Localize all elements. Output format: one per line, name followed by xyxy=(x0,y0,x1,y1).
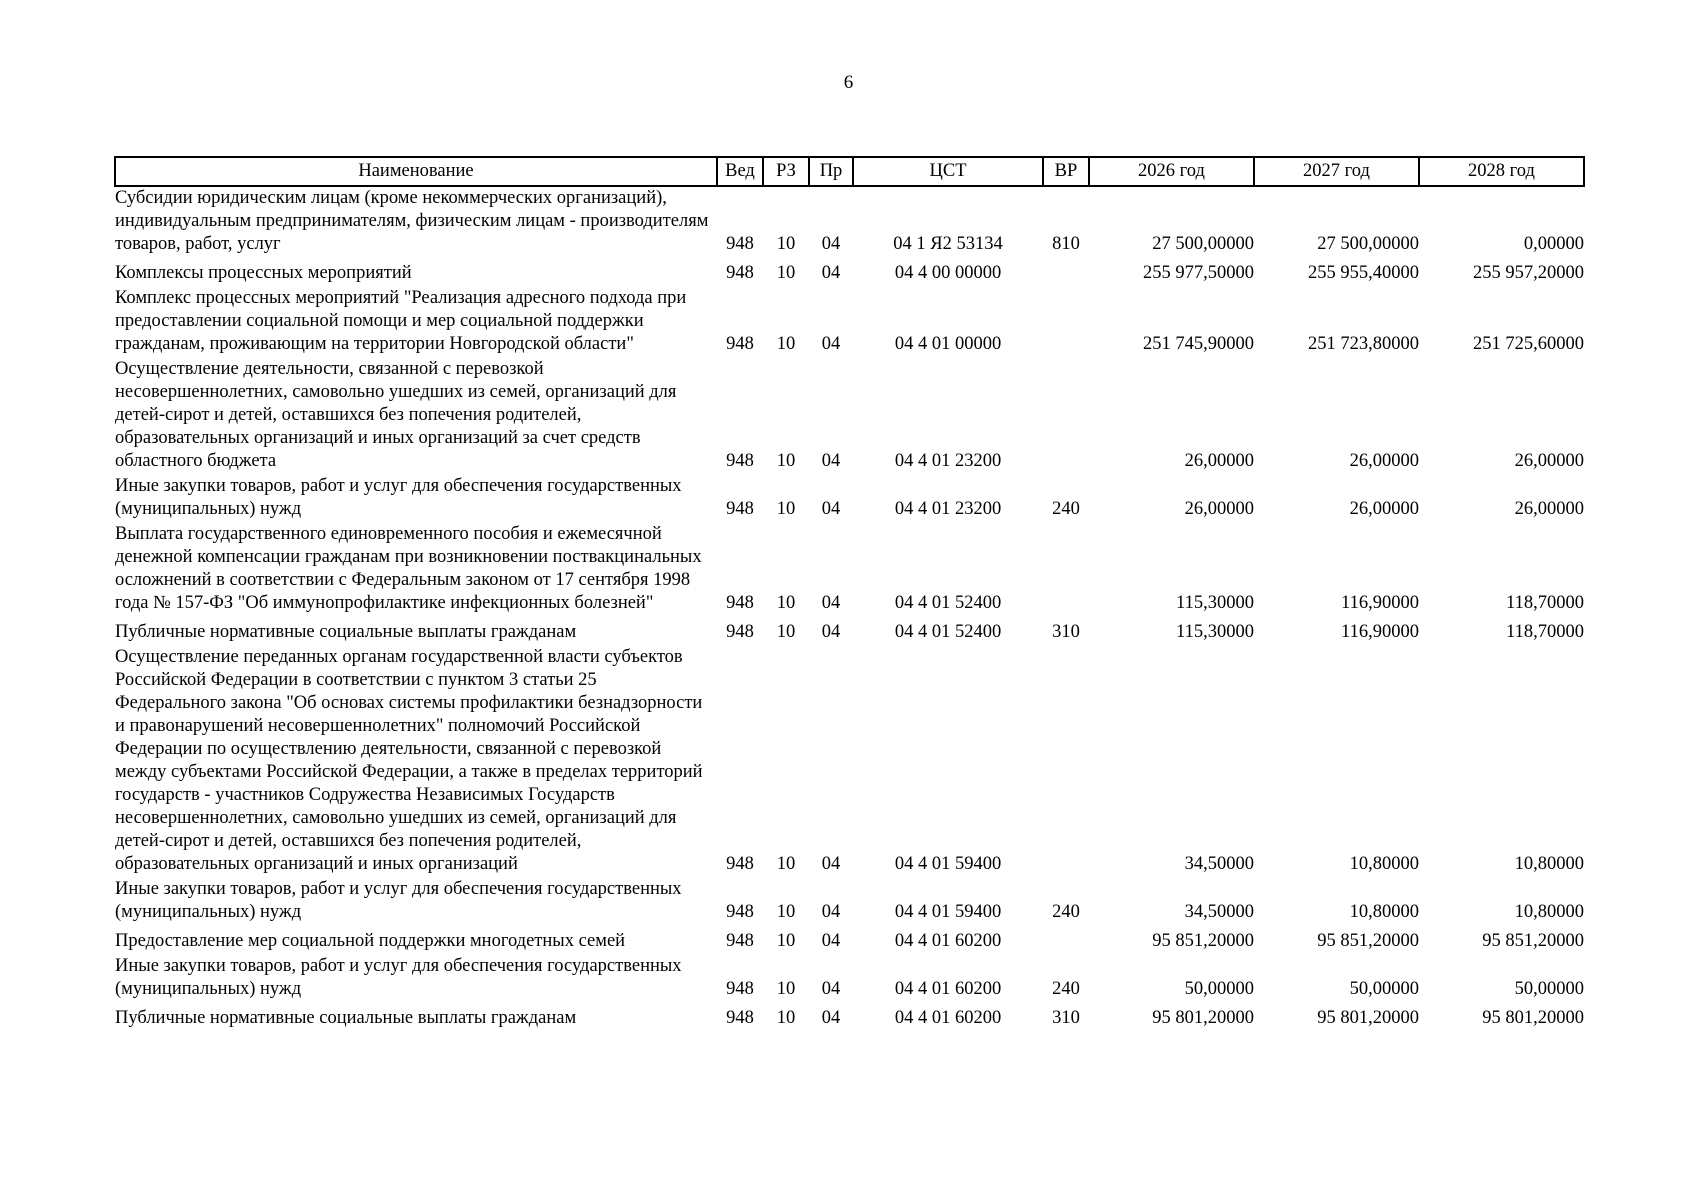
table-row xyxy=(115,617,1584,646)
row-2028: 10,80000 xyxy=(1514,902,1584,922)
row-2028: 118,70000 xyxy=(1506,593,1584,613)
row-2027: 95 851,20000 xyxy=(1317,931,1419,951)
row-pr: 04 xyxy=(821,622,841,642)
row-2027: 116,90000 xyxy=(1341,593,1419,613)
row-2028: 255 957,20000 xyxy=(1473,263,1584,283)
row-vr xyxy=(1043,258,1089,287)
table-row xyxy=(115,287,1584,358)
page-number: 6 xyxy=(843,72,854,93)
row-vr xyxy=(1043,523,1089,617)
row-pr: 04 xyxy=(821,499,841,519)
row-2027: 50,00000 xyxy=(1349,979,1419,999)
header-rz: РЗ xyxy=(763,157,809,186)
table-row xyxy=(115,1003,1584,1032)
row-vr xyxy=(1043,926,1089,955)
row-2026: 251 745,90000 xyxy=(1143,334,1254,354)
header-ved: Вед xyxy=(717,157,763,186)
row-cst: 04 4 01 59400 xyxy=(894,902,1002,922)
row-ved: 948 xyxy=(726,499,754,519)
budget-table xyxy=(114,156,1585,1032)
row-2027: 116,90000 xyxy=(1341,622,1419,642)
row-cst: 04 4 01 60200 xyxy=(894,1008,1002,1028)
row-ved: 948 xyxy=(726,234,754,254)
row-cst: 04 4 00 00000 xyxy=(894,263,1002,283)
row-rz: 10 xyxy=(776,499,796,519)
row-vr: 240 xyxy=(1052,499,1080,519)
header-2026: 2026 год xyxy=(1089,157,1254,186)
row-pr: 04 xyxy=(821,263,841,283)
row-name: Осуществление переданных органам государственной власти субъектов Российской Федерации в соответствии с пунктом 3 статьи 25 Федерального закона "Об основах системы профилактики безнадзорности и правонарушений несовершеннолетних" полномочий Российской Федерации по осуществлению деятельности, связанной с перевозкой между субъектами Российской Федерации, а также в пределах территорий государств - участников Содружества Независимых Государств несовершеннолетних, самовольно ушедших из семей, организаций для детей-сирот и детей, оставшихся без попечения родителей, образовательных организаций и иных организаций xyxy=(115,647,703,874)
row-cst: 04 1 Я2 53134 xyxy=(893,234,1003,254)
row-2027: 27 500,00000 xyxy=(1317,234,1419,254)
row-2026: 26,00000 xyxy=(1184,499,1254,519)
header-2028: 2028 год xyxy=(1419,157,1584,186)
header-name: Наименование xyxy=(115,157,717,186)
table-row xyxy=(115,926,1584,955)
row-pr: 04 xyxy=(821,234,841,254)
row-pr: 04 xyxy=(821,931,841,951)
row-ved: 948 xyxy=(726,263,754,283)
row-2026: 95 801,20000 xyxy=(1152,1008,1254,1028)
row-rz: 10 xyxy=(776,622,796,642)
row-rz: 10 xyxy=(776,1008,796,1028)
row-2026: 34,50000 xyxy=(1184,854,1254,874)
row-vr xyxy=(1043,287,1089,358)
row-cst: 04 4 01 60200 xyxy=(894,979,1002,999)
row-2027: 10,80000 xyxy=(1349,854,1419,874)
row-2027: 26,00000 xyxy=(1349,499,1419,519)
row-ved: 948 xyxy=(726,622,754,642)
row-rz: 10 xyxy=(776,902,796,922)
table-row xyxy=(115,646,1584,878)
row-ved: 948 xyxy=(726,854,754,874)
row-name: Публичные нормативные социальные выплаты гражданам xyxy=(115,622,577,642)
table-row xyxy=(115,258,1584,287)
row-rz: 10 xyxy=(776,854,796,874)
row-rz: 10 xyxy=(776,593,796,613)
header-vr: ВР xyxy=(1043,157,1089,186)
row-2028: 251 725,60000 xyxy=(1473,334,1584,354)
row-ved: 948 xyxy=(726,593,754,613)
row-2026: 34,50000 xyxy=(1184,902,1254,922)
table-body xyxy=(115,186,1584,1032)
row-vr xyxy=(1043,646,1089,878)
row-2026: 255 977,50000 xyxy=(1143,263,1254,283)
row-2028: 26,00000 xyxy=(1514,451,1584,471)
table-row xyxy=(115,358,1584,475)
row-vr xyxy=(1043,358,1089,475)
row-pr: 04 xyxy=(821,451,841,471)
row-2026: 115,30000 xyxy=(1176,622,1254,642)
row-rz: 10 xyxy=(776,979,796,999)
row-cst: 04 4 01 60200 xyxy=(894,931,1002,951)
row-name: Предоставление мер социальной поддержки многодетных семей xyxy=(115,931,626,951)
row-2028: 50,00000 xyxy=(1514,979,1584,999)
row-rz: 10 xyxy=(776,931,796,951)
row-vr: 310 xyxy=(1052,1008,1080,1028)
row-ved: 948 xyxy=(726,979,754,999)
row-name: Комплексы процессных мероприятий xyxy=(115,263,412,283)
row-pr: 04 xyxy=(821,593,841,613)
row-ved: 948 xyxy=(726,451,754,471)
row-2027: 251 723,80000 xyxy=(1308,334,1419,354)
row-name: Публичные нормативные социальные выплаты гражданам xyxy=(115,1008,577,1028)
row-cst: 04 4 01 23200 xyxy=(894,451,1002,471)
table-row xyxy=(115,955,1584,1003)
row-pr: 04 xyxy=(821,854,841,874)
row-ved: 948 xyxy=(726,902,754,922)
row-2027: 26,00000 xyxy=(1349,451,1419,471)
row-pr: 04 xyxy=(821,902,841,922)
row-2026: 115,30000 xyxy=(1176,593,1254,613)
row-2026: 50,00000 xyxy=(1184,979,1254,999)
row-name: Иные закупки товаров, работ и услуг для обеспечения государственных (муниципальных) нужд xyxy=(115,476,682,519)
table-row xyxy=(115,523,1584,617)
row-2027: 95 801,20000 xyxy=(1317,1008,1419,1028)
row-ved: 948 xyxy=(726,334,754,354)
row-2027: 10,80000 xyxy=(1349,902,1419,922)
row-cst: 04 4 01 52400 xyxy=(894,622,1002,642)
row-2026: 27 500,00000 xyxy=(1152,234,1254,254)
table-row xyxy=(115,878,1584,926)
row-rz: 10 xyxy=(776,334,796,354)
row-cst: 04 4 01 23200 xyxy=(894,499,1002,519)
row-cst: 04 4 01 00000 xyxy=(894,334,1002,354)
row-2027: 255 955,40000 xyxy=(1308,263,1419,283)
table-row xyxy=(115,186,1584,258)
row-rz: 10 xyxy=(776,263,796,283)
row-2028: 118,70000 xyxy=(1506,622,1584,642)
row-name: Субсидии юридическим лицам (кроме некоммерческих организаций), индивидуальным предпринимателям, физическим лицам - производителям товаров, работ, услуг xyxy=(115,188,709,254)
row-2026: 95 851,20000 xyxy=(1152,931,1254,951)
row-vr: 810 xyxy=(1052,234,1080,254)
row-2026: 26,00000 xyxy=(1184,451,1254,471)
row-vr: 240 xyxy=(1052,979,1080,999)
row-cst: 04 4 01 52400 xyxy=(894,593,1002,613)
row-ved: 948 xyxy=(726,1008,754,1028)
row-vr: 310 xyxy=(1052,622,1080,642)
row-pr: 04 xyxy=(821,334,841,354)
header-2027: 2027 год xyxy=(1254,157,1419,186)
row-2028: 95 851,20000 xyxy=(1482,931,1584,951)
table-row xyxy=(115,475,1584,523)
row-vr: 240 xyxy=(1052,902,1080,922)
header-row xyxy=(115,157,1584,186)
row-name: Иные закупки товаров, работ и услуг для обеспечения государственных (муниципальных) нужд xyxy=(115,879,682,922)
table-header xyxy=(115,157,1584,186)
header-cst: ЦСТ xyxy=(853,157,1043,186)
row-name: Комплекс процессных мероприятий "Реализация адресного подхода при предоставлении социальной помощи и мер социальной поддержки гражданам, проживающим на территории Новгородской области" xyxy=(115,288,687,354)
row-pr: 04 xyxy=(821,1008,841,1028)
row-name: Выплата государственного единовременного пособия и ежемесячной денежной компенсации гражданам при возникновении поствакцинальных осложнений в соответствии с Федеральным законом от 17 сентября 1998 года № 157-ФЗ "Об иммунопрофилактике инфекционных болезней" xyxy=(115,524,702,613)
row-2028: 10,80000 xyxy=(1514,854,1584,874)
row-rz: 10 xyxy=(776,234,796,254)
header-pr: Пр xyxy=(809,157,853,186)
row-2028: 0,00000 xyxy=(1523,234,1584,254)
row-cst: 04 4 01 59400 xyxy=(894,854,1002,874)
row-2028: 26,00000 xyxy=(1514,499,1584,519)
row-2028: 95 801,20000 xyxy=(1482,1008,1584,1028)
row-ved: 948 xyxy=(726,931,754,951)
row-name: Иные закупки товаров, работ и услуг для обеспечения государственных (муниципальных) нужд xyxy=(115,956,682,999)
row-pr: 04 xyxy=(821,979,841,999)
row-rz: 10 xyxy=(776,451,796,471)
row-name: Осуществление деятельности, связанной с перевозкой несовершеннолетних, самовольно ушедших из семей, организаций для детей-сирот и детей, оставшихся без попечения родителей, образовательных организаций и иных организаций за счет средств областного бюджета xyxy=(115,359,677,471)
